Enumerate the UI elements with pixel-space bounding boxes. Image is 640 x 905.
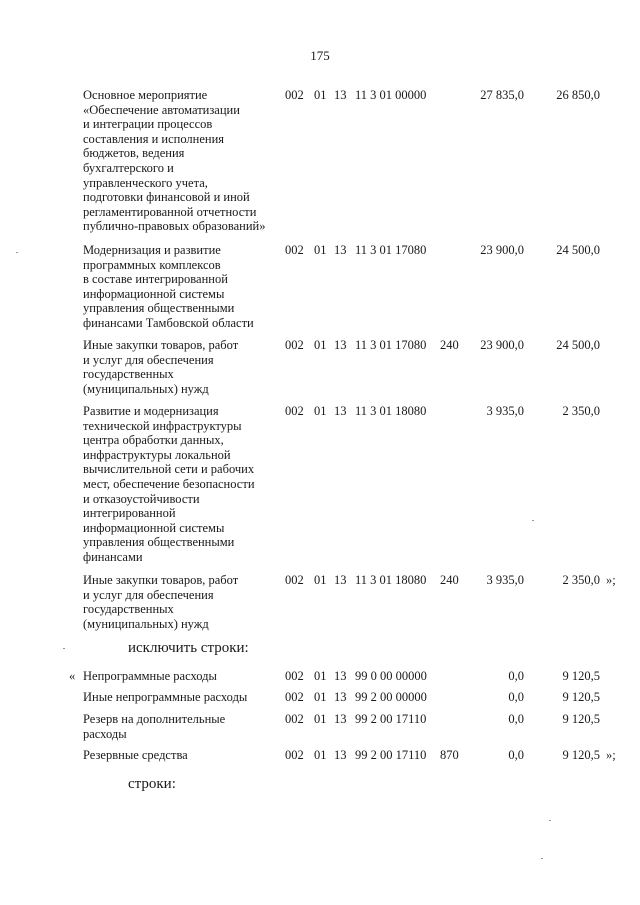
admin-code: 002: [285, 748, 304, 762]
admin-code: 002: [285, 243, 304, 257]
description-line: составления и исполнения: [83, 131, 225, 146]
description-line: Резерв на дополнительные: [83, 712, 226, 726]
closing-quote: »;: [606, 748, 616, 762]
scan-speck: [549, 820, 551, 821]
description-line: Резервные средства: [83, 748, 188, 762]
amount-year-1: 3 935,0: [486, 573, 524, 587]
amount-year-1: 3 935,0: [486, 404, 524, 418]
expense-type-code: 240: [440, 338, 459, 352]
amount-year-2: 26 850,0: [556, 88, 600, 102]
description-line: технической инфраструктуры: [83, 418, 242, 433]
section-code: 01: [314, 573, 327, 587]
scan-speck: [532, 520, 534, 521]
row-description: [83, 690, 288, 705]
description-line: вычислительной сети и рабочих: [83, 462, 255, 477]
amount-year-2: 24 500,0: [556, 338, 600, 352]
table-row: [0, 669, 640, 688]
amount-year-1: 23 900,0: [480, 338, 524, 352]
table-row: [0, 88, 640, 238]
description-line: «Обеспечение автоматизации: [83, 102, 240, 117]
section-code: 01: [314, 690, 327, 704]
subsection-code: 13: [334, 243, 347, 257]
table-row: [0, 573, 640, 635]
expense-type-code: 240: [440, 573, 459, 587]
row-description: [83, 338, 288, 396]
section-code: 01: [314, 669, 327, 683]
table-row: [0, 712, 640, 745]
admin-code: 002: [285, 338, 304, 352]
row-description: [83, 748, 288, 763]
row-description: [83, 712, 288, 741]
scan-speck: [541, 858, 543, 859]
row-description: [83, 404, 288, 565]
description-line: бюджетов, ведения: [83, 146, 185, 161]
target-article-code: 99 2 00 00000: [355, 690, 427, 704]
row-description: [83, 88, 288, 234]
description-line: подготовки финансовой и иной: [83, 190, 250, 205]
description-line: и отказоустойчивости: [83, 491, 200, 506]
section-code: 01: [314, 338, 327, 352]
section-code: 01: [314, 404, 327, 418]
closing-quote: »;: [606, 573, 616, 587]
target-article-code: 11 3 01 18080: [355, 573, 427, 587]
target-article-code: 11 3 01 18080: [355, 404, 427, 418]
description-line: и интеграции процессов: [83, 117, 213, 132]
amount-year-1: 0,0: [508, 690, 524, 704]
opening-quote: «: [69, 669, 76, 683]
admin-code: 002: [285, 669, 304, 683]
page-number: 175: [310, 48, 330, 63]
amount-year-2: 2 350,0: [562, 573, 600, 587]
subsection-code: 13: [334, 338, 347, 352]
description-line: Иные закупки товаров, работ: [83, 338, 239, 352]
section-code: 01: [314, 712, 327, 726]
target-article-code: 11 3 01 00000: [355, 88, 427, 102]
description-line: центра обработки данных,: [83, 433, 224, 448]
target-article-code: 99 0 00 00000: [355, 669, 427, 683]
subsection-code: 13: [334, 573, 347, 587]
target-article-code: 99 2 00 17110: [355, 712, 427, 726]
target-article-code: 11 3 01 17080: [355, 338, 427, 352]
admin-code: 002: [285, 88, 304, 102]
expense-type-code: 870: [440, 748, 459, 762]
admin-code: 002: [285, 404, 304, 418]
subsection-code: 13: [334, 88, 347, 102]
description-line: в составе интегрированной: [83, 272, 228, 287]
amount-year-2: 9 120,5: [562, 690, 600, 704]
description-line: интегрированной: [83, 506, 176, 521]
description-line: Модернизация и развитие: [83, 243, 221, 257]
description-line: информационной системы: [83, 520, 225, 535]
description-line: и услуг для обеспечения: [83, 352, 214, 367]
table-row: [0, 338, 640, 400]
amount-year-1: 0,0: [508, 669, 524, 683]
table-row: [0, 404, 640, 569]
row-description: [83, 243, 288, 331]
description-line: Развитие и модернизация: [83, 404, 219, 418]
amount-year-2: 9 120,5: [562, 748, 600, 762]
description-line: Непрограммные расходы: [83, 669, 217, 683]
description-line: бухгалтерского и: [83, 160, 174, 175]
scan-speck: [16, 252, 18, 253]
description-line: государственных: [83, 367, 174, 382]
description-line: государственных: [83, 602, 174, 617]
subsection-code: 13: [334, 404, 347, 418]
description-line: инфраструктуры локальной: [83, 447, 231, 462]
description-line: информационной системы: [83, 286, 225, 301]
subsection-code: 13: [334, 748, 347, 762]
description-line: финансами Тамбовской области: [83, 315, 254, 330]
description-line: Основное мероприятие: [83, 88, 208, 102]
target-article-code: 99 2 00 17110: [355, 748, 427, 762]
amount-year-2: 9 120,5: [562, 669, 600, 683]
amount-year-1: 27 835,0: [480, 88, 524, 102]
target-article-code: 11 3 01 17080: [355, 243, 427, 257]
description-line: мест, обеспечение безопасности: [83, 476, 255, 491]
section-code: 01: [314, 88, 327, 102]
amount-year-1: 23 900,0: [480, 243, 524, 257]
table-row: [0, 243, 640, 335]
subsection-code: 13: [334, 690, 347, 704]
section-heading: строки:: [128, 776, 176, 792]
description-line: Иные закупки товаров, работ: [83, 573, 239, 587]
scan-speck: [63, 648, 65, 649]
admin-code: 002: [285, 690, 304, 704]
subsection-code: 13: [334, 669, 347, 683]
amount-year-2: 2 350,0: [562, 404, 600, 418]
description-line: управления общественными: [83, 535, 235, 550]
amount-year-1: 0,0: [508, 712, 524, 726]
description-line: финансами: [83, 549, 143, 564]
description-line: (муниципальных) нужд: [83, 616, 209, 631]
row-description: [83, 573, 288, 631]
description-line: и услуг для обеспечения: [83, 587, 214, 602]
amount-year-1: 0,0: [508, 748, 524, 762]
description-line: расходы: [83, 726, 127, 741]
admin-code: 002: [285, 573, 304, 587]
table-row: [0, 690, 640, 709]
description-line: (муниципальных) нужд: [83, 381, 209, 396]
section-code: 01: [314, 243, 327, 257]
admin-code: 002: [285, 712, 304, 726]
section-code: 01: [314, 748, 327, 762]
description-line: Иные непрограммные расходы: [83, 690, 248, 704]
description-line: программных комплексов: [83, 257, 221, 272]
table-row: [0, 748, 640, 767]
amount-year-2: 9 120,5: [562, 712, 600, 726]
section-heading: исключить строки:: [128, 640, 249, 656]
row-description: [83, 669, 288, 684]
subsection-code: 13: [334, 712, 347, 726]
description-line: управления общественными: [83, 301, 235, 316]
description-line: публично-правовых образований»: [83, 219, 266, 234]
description-line: регламентированной отчетности: [83, 204, 257, 219]
description-line: управленческого учета,: [83, 175, 208, 190]
amount-year-2: 24 500,0: [556, 243, 600, 257]
